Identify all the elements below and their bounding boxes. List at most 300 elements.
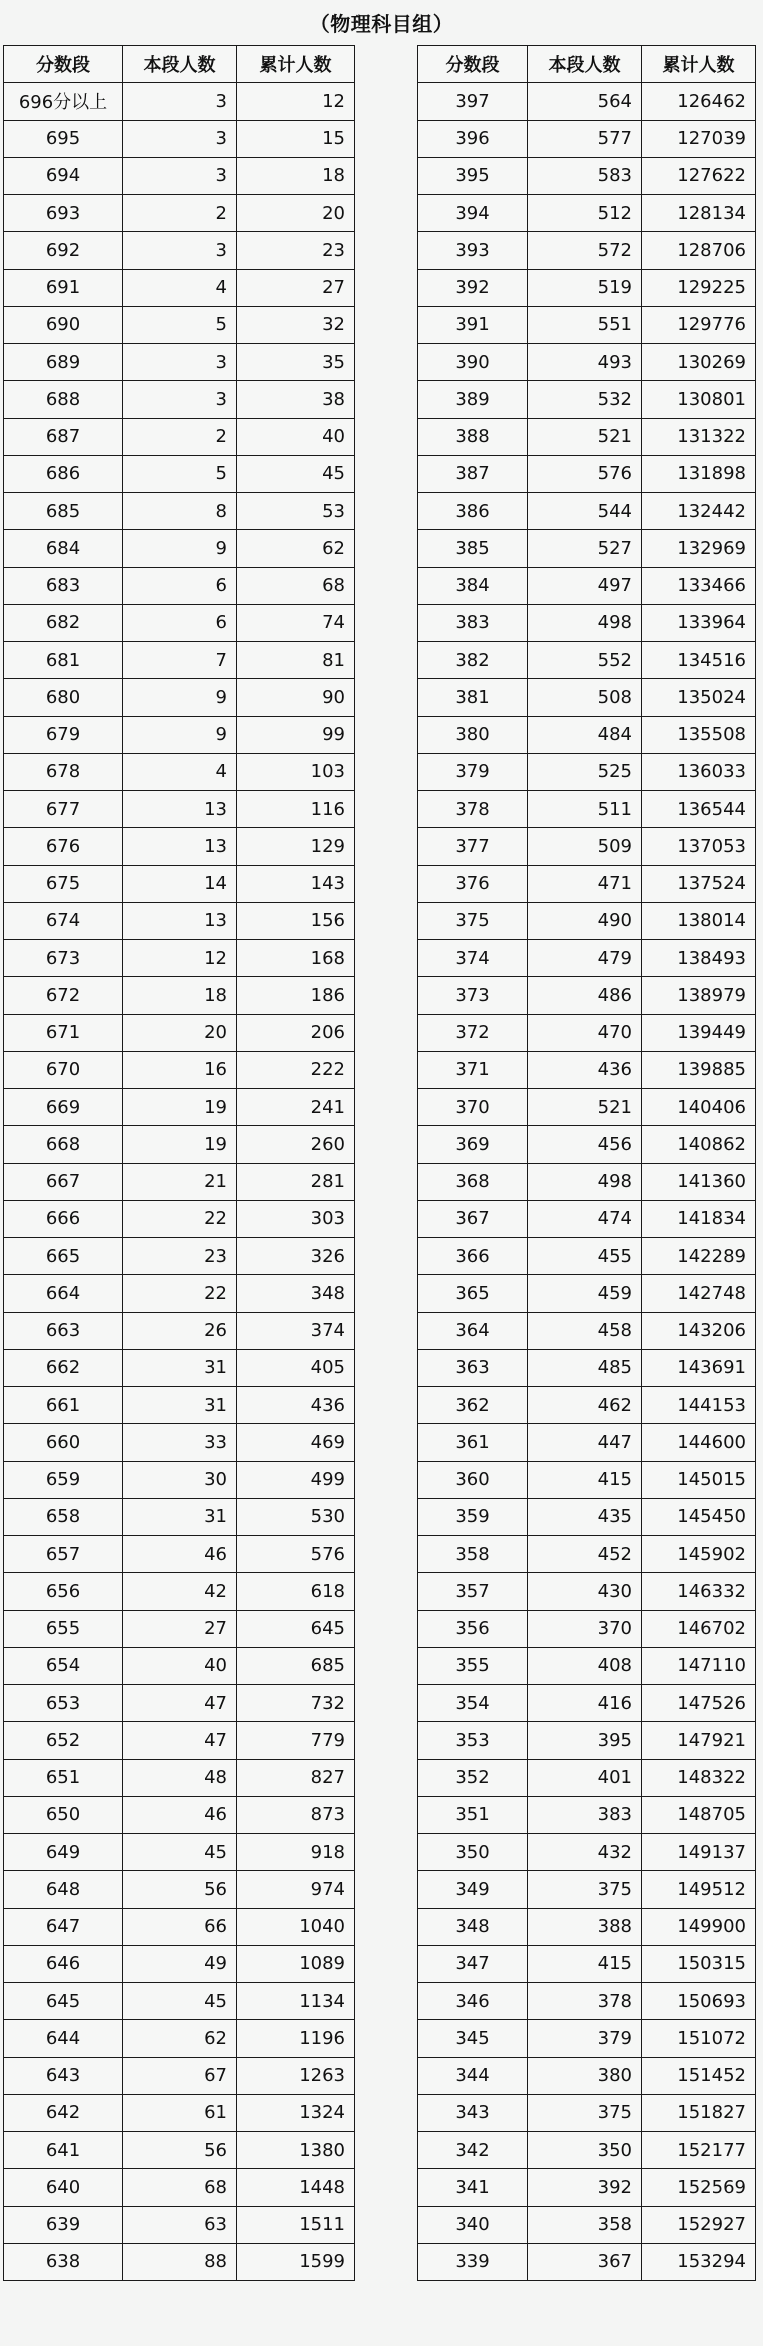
table-header-row bbox=[4, 46, 355, 83]
table-row bbox=[4, 455, 355, 492]
cell-score-range: 665 bbox=[4, 1238, 123, 1275]
table-row bbox=[418, 902, 756, 939]
cell-score-range: 343 bbox=[418, 2094, 528, 2131]
cell-score-range: 382 bbox=[418, 642, 528, 679]
cell-score-range: 370 bbox=[418, 1089, 528, 1126]
table-row bbox=[418, 157, 756, 194]
cell-cumulative-count: 146702 bbox=[642, 1610, 756, 1647]
cell-score-range: 355 bbox=[418, 1647, 528, 1684]
cell-score-range: 660 bbox=[4, 1424, 123, 1461]
cell-cumulative-count: 132442 bbox=[642, 493, 756, 530]
cell-score-range: 671 bbox=[4, 1014, 123, 1051]
table-row bbox=[4, 1089, 355, 1126]
table-row bbox=[418, 2206, 756, 2243]
cell-cumulative-count: 137524 bbox=[642, 865, 756, 902]
cell-score-range: 654 bbox=[4, 1647, 123, 1684]
table-row bbox=[418, 1536, 756, 1573]
cell-segment-count: 408 bbox=[528, 1647, 642, 1684]
cell-score-range: 375 bbox=[418, 902, 528, 939]
cell-cumulative-count: 206 bbox=[237, 1014, 355, 1051]
cell-cumulative-count: 873 bbox=[237, 1796, 355, 1833]
table-row bbox=[4, 753, 355, 790]
cell-score-range: 340 bbox=[418, 2206, 528, 2243]
cell-segment-count: 388 bbox=[528, 1908, 642, 1945]
table-body-right bbox=[418, 83, 756, 2281]
cell-score-range: 371 bbox=[418, 1051, 528, 1088]
cell-score-range: 346 bbox=[418, 1983, 528, 2020]
cell-cumulative-count: 148705 bbox=[642, 1796, 756, 1833]
cell-cumulative-count: 18 bbox=[237, 157, 355, 194]
cell-segment-count: 577 bbox=[528, 120, 642, 157]
cell-segment-count: 519 bbox=[528, 269, 642, 306]
table-row bbox=[418, 1312, 756, 1349]
cell-score-range: 644 bbox=[4, 2020, 123, 2057]
cell-cumulative-count: 12 bbox=[237, 83, 355, 120]
table-row bbox=[4, 2169, 355, 2206]
cell-cumulative-count: 168 bbox=[237, 940, 355, 977]
cell-segment-count: 572 bbox=[528, 232, 642, 269]
cell-cumulative-count: 116 bbox=[237, 791, 355, 828]
table-row bbox=[418, 642, 756, 679]
cell-score-range: 383 bbox=[418, 604, 528, 641]
cell-cumulative-count: 151452 bbox=[642, 2057, 756, 2094]
cell-cumulative-count: 129225 bbox=[642, 269, 756, 306]
table-row bbox=[4, 2020, 355, 2057]
table-row bbox=[4, 418, 355, 455]
table-row bbox=[418, 1126, 756, 1163]
cell-segment-count: 497 bbox=[528, 567, 642, 604]
table-row bbox=[4, 977, 355, 1014]
cell-cumulative-count: 618 bbox=[237, 1573, 355, 1610]
cell-score-range: 368 bbox=[418, 1163, 528, 1200]
table-row bbox=[4, 1200, 355, 1237]
cell-score-range: 377 bbox=[418, 828, 528, 865]
cell-cumulative-count: 38 bbox=[237, 381, 355, 418]
cell-cumulative-count: 143 bbox=[237, 865, 355, 902]
cell-cumulative-count: 144600 bbox=[642, 1424, 756, 1461]
cell-cumulative-count: 138014 bbox=[642, 902, 756, 939]
cell-cumulative-count: 151072 bbox=[642, 2020, 756, 2057]
table-row bbox=[4, 642, 355, 679]
cell-segment-count: 22 bbox=[123, 1275, 237, 1312]
cell-score-range: 352 bbox=[418, 1759, 528, 1796]
table-row bbox=[418, 269, 756, 306]
cell-score-range: 647 bbox=[4, 1908, 123, 1945]
cell-score-range: 387 bbox=[418, 455, 528, 492]
cell-segment-count: 46 bbox=[123, 1536, 237, 1573]
cell-segment-count: 26 bbox=[123, 1312, 237, 1349]
table-row bbox=[4, 567, 355, 604]
cell-segment-count: 551 bbox=[528, 306, 642, 343]
cell-segment-count: 471 bbox=[528, 865, 642, 902]
cell-score-range: 652 bbox=[4, 1722, 123, 1759]
cell-segment-count: 9 bbox=[123, 716, 237, 753]
cell-segment-count: 375 bbox=[528, 1871, 642, 1908]
cell-segment-count: 40 bbox=[123, 1647, 237, 1684]
cell-segment-count: 401 bbox=[528, 1759, 642, 1796]
table-row bbox=[418, 1945, 756, 1982]
cell-segment-count: 485 bbox=[528, 1349, 642, 1386]
cell-segment-count: 9 bbox=[123, 679, 237, 716]
cell-score-range: 380 bbox=[418, 716, 528, 753]
cell-segment-count: 20 bbox=[123, 1014, 237, 1051]
cell-cumulative-count: 131322 bbox=[642, 418, 756, 455]
cell-score-range: 348 bbox=[418, 1908, 528, 1945]
cell-score-range: 653 bbox=[4, 1685, 123, 1722]
cell-segment-count: 383 bbox=[528, 1796, 642, 1833]
cell-cumulative-count: 1196 bbox=[237, 2020, 355, 2057]
cell-score-range: 341 bbox=[418, 2169, 528, 2206]
cell-segment-count: 2 bbox=[123, 195, 237, 232]
cell-score-range: 354 bbox=[418, 1685, 528, 1722]
cell-cumulative-count: 141834 bbox=[642, 1200, 756, 1237]
cell-segment-count: 49 bbox=[123, 1945, 237, 1982]
cell-cumulative-count: 147526 bbox=[642, 1685, 756, 1722]
cell-score-range: 379 bbox=[418, 753, 528, 790]
cell-score-range: 359 bbox=[418, 1498, 528, 1535]
table-row bbox=[4, 1610, 355, 1647]
table-row bbox=[418, 381, 756, 418]
cell-score-range: 640 bbox=[4, 2169, 123, 2206]
cell-segment-count: 367 bbox=[528, 2243, 642, 2280]
cell-cumulative-count: 130269 bbox=[642, 344, 756, 381]
cell-score-range: 663 bbox=[4, 1312, 123, 1349]
cell-segment-count: 88 bbox=[123, 2243, 237, 2280]
cell-segment-count: 4 bbox=[123, 269, 237, 306]
cell-cumulative-count: 53 bbox=[237, 493, 355, 530]
table-row bbox=[418, 1573, 756, 1610]
cell-segment-count: 2 bbox=[123, 418, 237, 455]
table-row bbox=[4, 120, 355, 157]
table-row bbox=[4, 381, 355, 418]
cell-cumulative-count: 918 bbox=[237, 1834, 355, 1871]
table-row bbox=[418, 865, 756, 902]
cell-score-range: 353 bbox=[418, 1722, 528, 1759]
header-cumulative-count: 累计人数 bbox=[642, 46, 756, 83]
cell-score-range: 372 bbox=[418, 1014, 528, 1051]
cell-score-range: 641 bbox=[4, 2132, 123, 2169]
table-row bbox=[4, 530, 355, 567]
cell-cumulative-count: 1263 bbox=[237, 2057, 355, 2094]
cell-segment-count: 456 bbox=[528, 1126, 642, 1163]
cell-score-range: 358 bbox=[418, 1536, 528, 1573]
cell-cumulative-count: 145902 bbox=[642, 1536, 756, 1573]
cell-score-range: 689 bbox=[4, 344, 123, 381]
cell-cumulative-count: 143691 bbox=[642, 1349, 756, 1386]
cell-score-range: 362 bbox=[418, 1387, 528, 1424]
cell-cumulative-count: 326 bbox=[237, 1238, 355, 1275]
cell-cumulative-count: 148322 bbox=[642, 1759, 756, 1796]
cell-segment-count: 21 bbox=[123, 1163, 237, 1200]
cell-segment-count: 8 bbox=[123, 493, 237, 530]
header-segment-count: 本段人数 bbox=[123, 46, 237, 83]
cell-cumulative-count: 136033 bbox=[642, 753, 756, 790]
cell-score-range: 688 bbox=[4, 381, 123, 418]
cell-segment-count: 490 bbox=[528, 902, 642, 939]
cell-segment-count: 6 bbox=[123, 604, 237, 641]
table-row bbox=[4, 306, 355, 343]
cell-score-range: 692 bbox=[4, 232, 123, 269]
cell-score-range: 691 bbox=[4, 269, 123, 306]
table-row bbox=[4, 902, 355, 939]
cell-cumulative-count: 405 bbox=[237, 1349, 355, 1386]
cell-score-range: 696分以上 bbox=[4, 83, 123, 120]
cell-cumulative-count: 149900 bbox=[642, 1908, 756, 1945]
cell-score-range: 669 bbox=[4, 1089, 123, 1126]
cell-segment-count: 19 bbox=[123, 1089, 237, 1126]
cell-segment-count: 45 bbox=[123, 1983, 237, 2020]
cell-segment-count: 447 bbox=[528, 1424, 642, 1461]
cell-score-range: 667 bbox=[4, 1163, 123, 1200]
table-row bbox=[4, 2243, 355, 2280]
table-row bbox=[4, 1238, 355, 1275]
cell-score-range: 670 bbox=[4, 1051, 123, 1088]
cell-score-range: 347 bbox=[418, 1945, 528, 1982]
cell-segment-count: 18 bbox=[123, 977, 237, 1014]
cell-score-range: 642 bbox=[4, 2094, 123, 2131]
cell-segment-count: 31 bbox=[123, 1349, 237, 1386]
cell-score-range: 657 bbox=[4, 1536, 123, 1573]
cell-cumulative-count: 20 bbox=[237, 195, 355, 232]
cell-score-range: 685 bbox=[4, 493, 123, 530]
cell-score-range: 674 bbox=[4, 902, 123, 939]
cell-cumulative-count: 1511 bbox=[237, 2206, 355, 2243]
cell-score-range: 693 bbox=[4, 195, 123, 232]
table-row bbox=[418, 120, 756, 157]
table-row bbox=[418, 1461, 756, 1498]
cell-segment-count: 27 bbox=[123, 1610, 237, 1647]
cell-segment-count: 13 bbox=[123, 791, 237, 828]
cell-cumulative-count: 128706 bbox=[642, 232, 756, 269]
table-row bbox=[418, 1349, 756, 1386]
table-row bbox=[4, 716, 355, 753]
cell-segment-count: 486 bbox=[528, 977, 642, 1014]
cell-score-range: 378 bbox=[418, 791, 528, 828]
table-row bbox=[4, 1498, 355, 1535]
cell-segment-count: 432 bbox=[528, 1834, 642, 1871]
cell-segment-count: 46 bbox=[123, 1796, 237, 1833]
table-row bbox=[4, 604, 355, 641]
cell-segment-count: 508 bbox=[528, 679, 642, 716]
table-row bbox=[418, 1163, 756, 1200]
cell-cumulative-count: 132969 bbox=[642, 530, 756, 567]
cell-cumulative-count: 260 bbox=[237, 1126, 355, 1163]
table-row bbox=[418, 344, 756, 381]
cell-cumulative-count: 134516 bbox=[642, 642, 756, 679]
cell-segment-count: 350 bbox=[528, 2132, 642, 2169]
cell-segment-count: 435 bbox=[528, 1498, 642, 1535]
cell-segment-count: 479 bbox=[528, 940, 642, 977]
cell-score-range: 393 bbox=[418, 232, 528, 269]
table-row bbox=[418, 791, 756, 828]
table-row bbox=[4, 1834, 355, 1871]
cell-cumulative-count: 81 bbox=[237, 642, 355, 679]
cell-cumulative-count: 129776 bbox=[642, 306, 756, 343]
cell-segment-count: 7 bbox=[123, 642, 237, 679]
table-row bbox=[418, 418, 756, 455]
table-row bbox=[418, 1238, 756, 1275]
header-cumulative-count: 累计人数 bbox=[237, 46, 355, 83]
cell-cumulative-count: 99 bbox=[237, 716, 355, 753]
score-table-left bbox=[3, 45, 355, 2281]
table-row bbox=[4, 2057, 355, 2094]
cell-cumulative-count: 144153 bbox=[642, 1387, 756, 1424]
table-row bbox=[418, 455, 756, 492]
table-row bbox=[4, 1387, 355, 1424]
cell-segment-count: 512 bbox=[528, 195, 642, 232]
cell-score-range: 668 bbox=[4, 1126, 123, 1163]
table-row bbox=[4, 828, 355, 865]
cell-score-range: 672 bbox=[4, 977, 123, 1014]
cell-cumulative-count: 68 bbox=[237, 567, 355, 604]
table-row bbox=[418, 530, 756, 567]
table-row bbox=[4, 1461, 355, 1498]
cell-score-range: 638 bbox=[4, 2243, 123, 2280]
cell-cumulative-count: 827 bbox=[237, 1759, 355, 1796]
cell-score-range: 661 bbox=[4, 1387, 123, 1424]
table-row bbox=[418, 1089, 756, 1126]
cell-segment-count: 583 bbox=[528, 157, 642, 194]
cell-segment-count: 576 bbox=[528, 455, 642, 492]
cell-cumulative-count: 142748 bbox=[642, 1275, 756, 1312]
cell-score-range: 658 bbox=[4, 1498, 123, 1535]
table-row bbox=[4, 1685, 355, 1722]
cell-score-range: 650 bbox=[4, 1796, 123, 1833]
cell-segment-count: 63 bbox=[123, 2206, 237, 2243]
table-row bbox=[418, 940, 756, 977]
table-row bbox=[4, 1945, 355, 1982]
cell-cumulative-count: 133466 bbox=[642, 567, 756, 604]
cell-cumulative-count: 140862 bbox=[642, 1126, 756, 1163]
cell-score-range: 678 bbox=[4, 753, 123, 790]
cell-score-range: 656 bbox=[4, 1573, 123, 1610]
table-row bbox=[418, 1424, 756, 1461]
cell-score-range: 686 bbox=[4, 455, 123, 492]
cell-cumulative-count: 153294 bbox=[642, 2243, 756, 2280]
cell-cumulative-count: 103 bbox=[237, 753, 355, 790]
table-row bbox=[418, 83, 756, 120]
cell-segment-count: 56 bbox=[123, 1871, 237, 1908]
table-row bbox=[418, 232, 756, 269]
table-row bbox=[418, 1498, 756, 1535]
cell-cumulative-count: 150693 bbox=[642, 1983, 756, 2020]
cell-cumulative-count: 1089 bbox=[237, 1945, 355, 1982]
cell-cumulative-count: 40 bbox=[237, 418, 355, 455]
cell-score-range: 676 bbox=[4, 828, 123, 865]
header-segment-count: 本段人数 bbox=[528, 46, 642, 83]
cell-cumulative-count: 1324 bbox=[237, 2094, 355, 2131]
table-row bbox=[4, 791, 355, 828]
cell-segment-count: 45 bbox=[123, 1834, 237, 1871]
cell-cumulative-count: 281 bbox=[237, 1163, 355, 1200]
cell-segment-count: 455 bbox=[528, 1238, 642, 1275]
table-row bbox=[418, 2243, 756, 2280]
cell-segment-count: 470 bbox=[528, 1014, 642, 1051]
table-row bbox=[418, 753, 756, 790]
cell-segment-count: 14 bbox=[123, 865, 237, 902]
table-row bbox=[418, 306, 756, 343]
cell-segment-count: 31 bbox=[123, 1387, 237, 1424]
cell-score-range: 369 bbox=[418, 1126, 528, 1163]
cell-segment-count: 375 bbox=[528, 2094, 642, 2131]
cell-score-range: 392 bbox=[418, 269, 528, 306]
table-row bbox=[418, 1647, 756, 1684]
cell-cumulative-count: 135508 bbox=[642, 716, 756, 753]
cell-segment-count: 498 bbox=[528, 1163, 642, 1200]
cell-cumulative-count: 1599 bbox=[237, 2243, 355, 2280]
cell-segment-count: 47 bbox=[123, 1722, 237, 1759]
cell-cumulative-count: 152569 bbox=[642, 2169, 756, 2206]
table-row bbox=[418, 493, 756, 530]
table-row bbox=[4, 1573, 355, 1610]
cell-score-range: 361 bbox=[418, 1424, 528, 1461]
cell-segment-count: 67 bbox=[123, 2057, 237, 2094]
table-row bbox=[418, 828, 756, 865]
cell-cumulative-count: 149512 bbox=[642, 1871, 756, 1908]
cell-segment-count: 22 bbox=[123, 1200, 237, 1237]
table-row bbox=[418, 1051, 756, 1088]
cell-cumulative-count: 732 bbox=[237, 1685, 355, 1722]
cell-cumulative-count: 152177 bbox=[642, 2132, 756, 2169]
cell-segment-count: 5 bbox=[123, 306, 237, 343]
cell-cumulative-count: 130801 bbox=[642, 381, 756, 418]
cell-cumulative-count: 1040 bbox=[237, 1908, 355, 1945]
cell-segment-count: 23 bbox=[123, 1238, 237, 1275]
cell-cumulative-count: 779 bbox=[237, 1722, 355, 1759]
cell-score-range: 386 bbox=[418, 493, 528, 530]
cell-score-range: 350 bbox=[418, 1834, 528, 1871]
cell-cumulative-count: 186 bbox=[237, 977, 355, 1014]
cell-segment-count: 56 bbox=[123, 2132, 237, 2169]
cell-score-range: 345 bbox=[418, 2020, 528, 2057]
cell-cumulative-count: 15 bbox=[237, 120, 355, 157]
cell-segment-count: 3 bbox=[123, 157, 237, 194]
cell-cumulative-count: 128134 bbox=[642, 195, 756, 232]
cell-score-range: 639 bbox=[4, 2206, 123, 2243]
cell-segment-count: 19 bbox=[123, 1126, 237, 1163]
cell-cumulative-count: 126462 bbox=[642, 83, 756, 120]
cell-segment-count: 12 bbox=[123, 940, 237, 977]
cell-cumulative-count: 32 bbox=[237, 306, 355, 343]
cell-segment-count: 521 bbox=[528, 418, 642, 455]
cell-score-range: 384 bbox=[418, 567, 528, 604]
cell-cumulative-count: 151827 bbox=[642, 2094, 756, 2131]
cell-cumulative-count: 74 bbox=[237, 604, 355, 641]
cell-score-range: 655 bbox=[4, 1610, 123, 1647]
cell-cumulative-count: 374 bbox=[237, 1312, 355, 1349]
cell-score-range: 683 bbox=[4, 567, 123, 604]
cell-segment-count: 3 bbox=[123, 120, 237, 157]
cell-segment-count: 42 bbox=[123, 1573, 237, 1610]
cell-segment-count: 511 bbox=[528, 791, 642, 828]
table-row bbox=[4, 2132, 355, 2169]
cell-segment-count: 416 bbox=[528, 1685, 642, 1722]
table-row bbox=[4, 679, 355, 716]
cell-score-range: 374 bbox=[418, 940, 528, 977]
table-row bbox=[418, 1871, 756, 1908]
cell-segment-count: 415 bbox=[528, 1461, 642, 1498]
cell-score-range: 659 bbox=[4, 1461, 123, 1498]
cell-cumulative-count: 645 bbox=[237, 1610, 355, 1647]
table-row bbox=[4, 1722, 355, 1759]
cell-score-range: 349 bbox=[418, 1871, 528, 1908]
cell-cumulative-count: 147110 bbox=[642, 1647, 756, 1684]
cell-score-range: 344 bbox=[418, 2057, 528, 2094]
cell-segment-count: 68 bbox=[123, 2169, 237, 2206]
cell-segment-count: 380 bbox=[528, 2057, 642, 2094]
cell-cumulative-count: 530 bbox=[237, 1498, 355, 1535]
cell-cumulative-count: 137053 bbox=[642, 828, 756, 865]
